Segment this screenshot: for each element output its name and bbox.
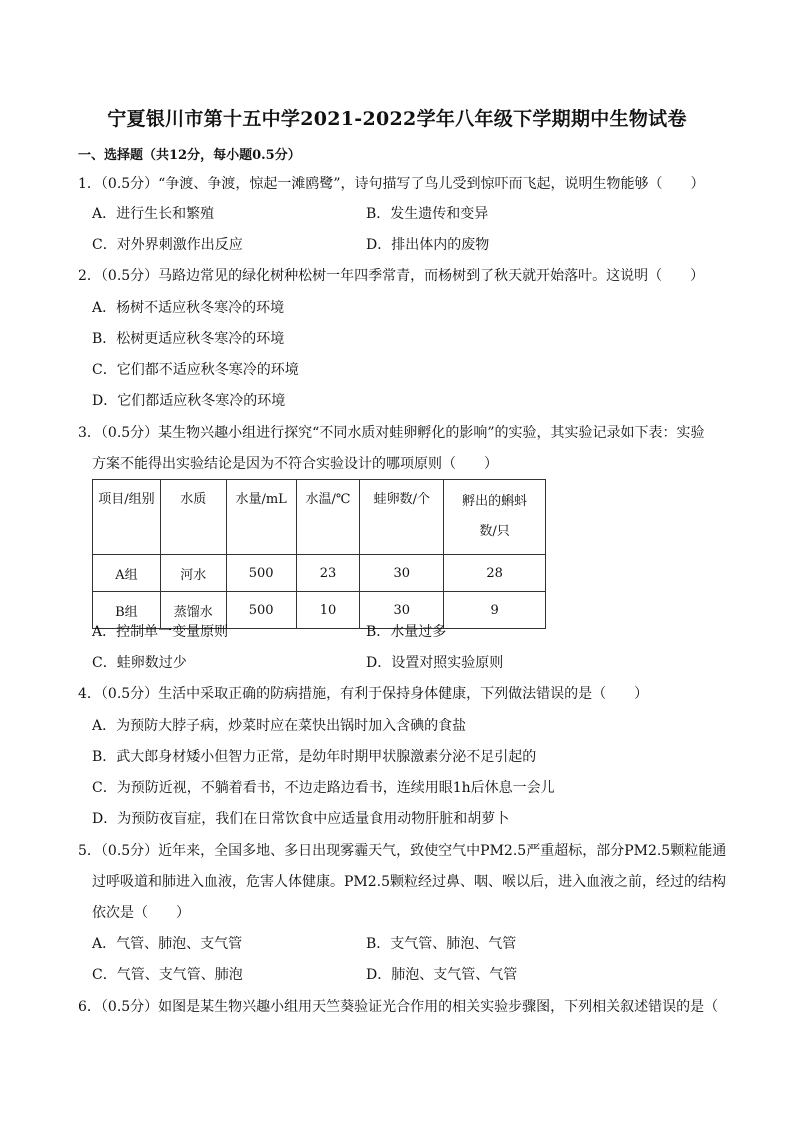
- table-cell: B组: [93, 592, 161, 629]
- table-cell: 28: [444, 555, 546, 592]
- question-6-stem: 6．（0.5分）如图是某生物兴趣小组用天竺葵验证光合作用的相关实验步骤图，下列相关叙述错误的是（: [78, 999, 719, 1015]
- question-2-option-c: C．它们都不适应秋冬寒冷的环境: [92, 362, 299, 378]
- table-header-cell: 水温/℃: [296, 480, 360, 555]
- table-cell: 30: [360, 592, 444, 629]
- question-1-option-a: A．进行生长和繁殖: [92, 206, 215, 222]
- question-3-option-c: C．蛙卵数过少: [92, 655, 187, 671]
- question-5-option-a: A．气管、肺泡、支气管: [92, 936, 243, 952]
- table-header-row: [93, 480, 546, 555]
- table-cell: A组: [93, 555, 161, 592]
- question-5-option-d: D．肺泡、支气管、气管: [366, 967, 518, 983]
- question-5-option-b: B．支气管、肺泡、气管: [366, 936, 517, 952]
- question-3-option-a: A．控制单一变量原则: [92, 624, 229, 640]
- table-cell: 30: [360, 555, 444, 592]
- question-3-stem-line2: 方案不能得出实验结论是因为不符合实验设计的哪项原则（ ）: [92, 456, 498, 472]
- question-2-option-a: A．杨树不适应秋冬寒冷的环境: [92, 300, 285, 316]
- question-4-option-b: B．武大郎身材矮小但智力正常，是幼年时期甲状腺激素分泌不足引起的: [92, 749, 537, 765]
- question-4-option-c: C．为预防近视，不躺着看书，不边走路边看书，连续用眼1h后休息一会儿: [92, 780, 555, 796]
- question-1-stem: 1．（0.5分）“争渡、争渡，惊起一滩鸥鹭”，诗句描写了鸟儿受到惊吓而飞起，说明生物能够（ ）: [78, 176, 705, 192]
- table-cell: 500: [226, 555, 296, 592]
- question-5-stem-line3: 依次是（ ）: [92, 905, 190, 921]
- question-2-option-b: B．松树更适应秋冬寒冷的环境: [92, 331, 285, 347]
- question-2-stem: 2．（0.5分）马路边常见的绿化树种松树一年四季常青，而杨树到了秋天就开始落叶。这说明（ ）: [78, 268, 705, 284]
- table-cell: 河水: [160, 555, 226, 592]
- question-4-option-d: D．为预防夜盲症，我们在日常饮食中应适量食用动物肝脏和胡萝卜: [92, 811, 510, 827]
- table-cell: 10: [296, 592, 360, 629]
- table-header-cell: 水质: [160, 480, 226, 555]
- question-1-option-b: B．发生遗传和变异: [366, 206, 489, 222]
- table-cell: 蒸馏水: [160, 592, 226, 629]
- exam-title: 宁夏银川市第十五中学2021-2022学年八年级下学期期中生物试卷: [107, 108, 687, 130]
- table-header-cell: 孵出的蝌蚪数/只: [444, 480, 546, 555]
- table-header-cell: 水量/mL: [226, 480, 296, 555]
- table-row: [93, 555, 546, 592]
- question-1-option-c: C．对外界刺激作出反应: [92, 237, 243, 253]
- table-cell: 23: [296, 555, 360, 592]
- table-header-cell: 蛙卵数/个: [360, 480, 444, 555]
- question-3-stem-line1: 3．（0.5分）某生物兴趣小组进行探究“不同水质对蛙卵孵化的影响”的实验，其实验记录如下表：实验: [78, 425, 705, 441]
- experiment-table: [92, 479, 546, 629]
- question-4-option-a: A．为预防大脖子病，炒菜时应在菜快出锅时加入含碘的食盐: [92, 718, 467, 734]
- question-2-option-d: D．它们都适应秋冬寒冷的环境: [92, 393, 286, 409]
- question-1-option-d: D．排出体内的废物: [366, 237, 490, 253]
- table-cell: 9: [444, 592, 546, 629]
- question-3-option-d: D．设置对照实验原则: [366, 655, 504, 671]
- question-5-stem-line1: 5．（0.5分）近年来，全国多地、多日出现雾霾天气，致使空气中PM2.5严重超标，部分PM2.5颗粒能通: [78, 843, 727, 859]
- question-3-option-b: B．水量过多: [366, 624, 447, 640]
- section-heading: 一、选择题（共12分，每小题0.5分）: [78, 148, 301, 163]
- question-5-option-c: C．气管、支气管、肺泡: [92, 967, 243, 983]
- question-5-stem-line2: 过呼吸道和肺进入血液，危害人体健康。PM2.5颗粒经过鼻、咽、喉以后，进入血液之前，经过的结构: [92, 874, 727, 890]
- table-header-cell: 项目/组别: [93, 480, 161, 555]
- table-cell: 500: [226, 592, 296, 629]
- question-4-stem: 4．（0.5分）生活中采取正确的防病措施，有利于保持身体健康，下列做法错误的是（ ）: [78, 686, 649, 702]
